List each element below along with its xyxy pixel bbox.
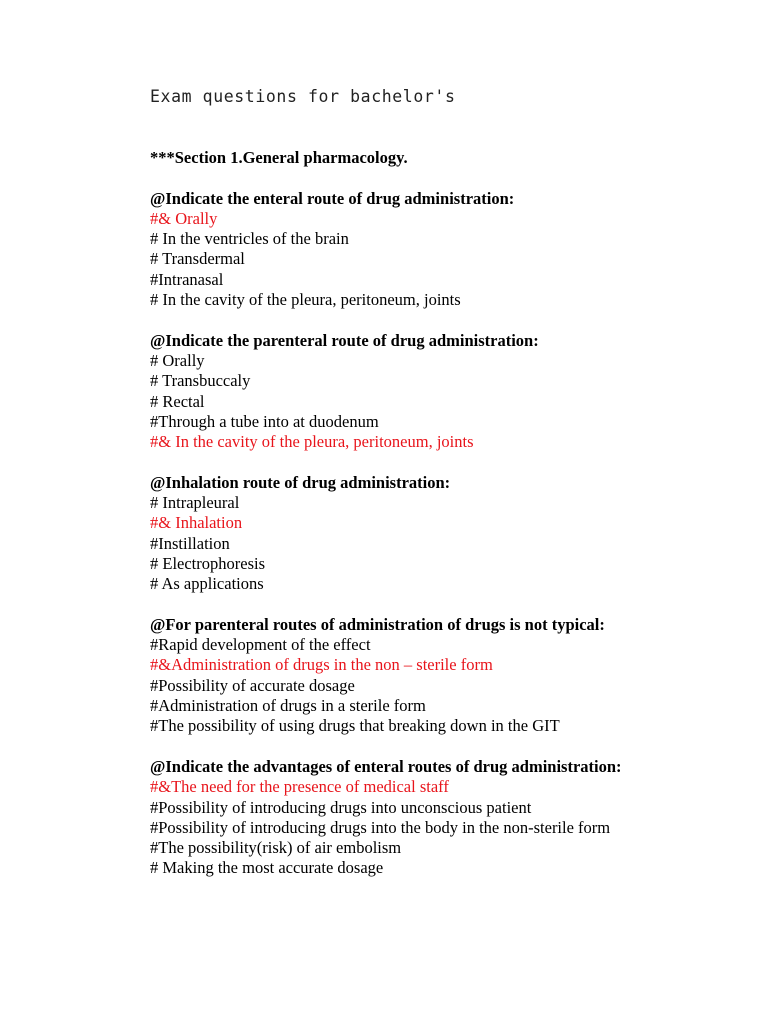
answer-option: #Possibility of introducing drugs into the body in the non-sterile form [150,817,611,837]
answer-option: # Orally [150,350,205,370]
answer-option-correct: #& Inhalation [150,513,243,533]
answer-option: # Electrophoresis [150,553,266,573]
section-heading: ***Section 1.General pharmacology. [150,148,408,167]
question-text: @For parenteral routes of administration of drugs is not typical: [150,614,605,634]
answer-option: # Transdermal [150,249,245,269]
answer-option: #The possibility(risk) of air embolism [150,838,402,858]
question-block [150,331,650,453]
answer-option: #Through a tube into at duodenum [150,411,379,431]
answer-option-correct: #& Orally [150,208,218,228]
answer-option: #Instillation [150,533,230,553]
question-text: @Indicate the advantages of enteral routes of drug administration: [150,756,622,776]
answer-option: # As applications [150,574,264,594]
answer-option: #Rapid development of the effect [150,635,371,655]
question-text: @Indicate the enteral route of drug administration: [150,188,515,208]
answer-option: # In the ventricles of the brain [150,229,349,249]
answer-option: #The possibility of using drugs that breaking down in the GIT [150,716,560,736]
question-text: @Inhalation route of drug administration: [150,472,451,492]
answer-option: # Making the most accurate dosage [150,858,384,878]
answer-option: #Possibility of accurate dosage [150,675,355,695]
document-body [150,148,650,879]
question-block [150,757,650,879]
answer-option: #Intranasal [150,269,224,289]
question-block [150,615,650,737]
answer-option-correct: #& In the cavity of the pleura, peritoneum, joints [150,432,474,452]
document-title: Exam questions for bachelor's [150,87,456,106]
answer-option: #Possibility of introducing drugs into unconscious patient [150,797,532,817]
answer-option: # Transbuccaly [150,371,251,391]
answer-option: # In the cavity of the pleura, peritoneum, joints [150,290,461,310]
answer-option-correct: #&Administration of drugs in the non – sterile form [150,655,493,675]
question-text: @Indicate the parenteral route of drug administration: [150,330,539,350]
question-block [150,189,650,311]
answer-option-correct: #&The need for the presence of medical staff [150,777,449,797]
answer-option: # Intrapleural [150,493,240,513]
question-block [150,473,650,595]
answer-option: # Rectal [150,391,205,411]
answer-option: #Administration of drugs in a sterile form [150,696,426,716]
